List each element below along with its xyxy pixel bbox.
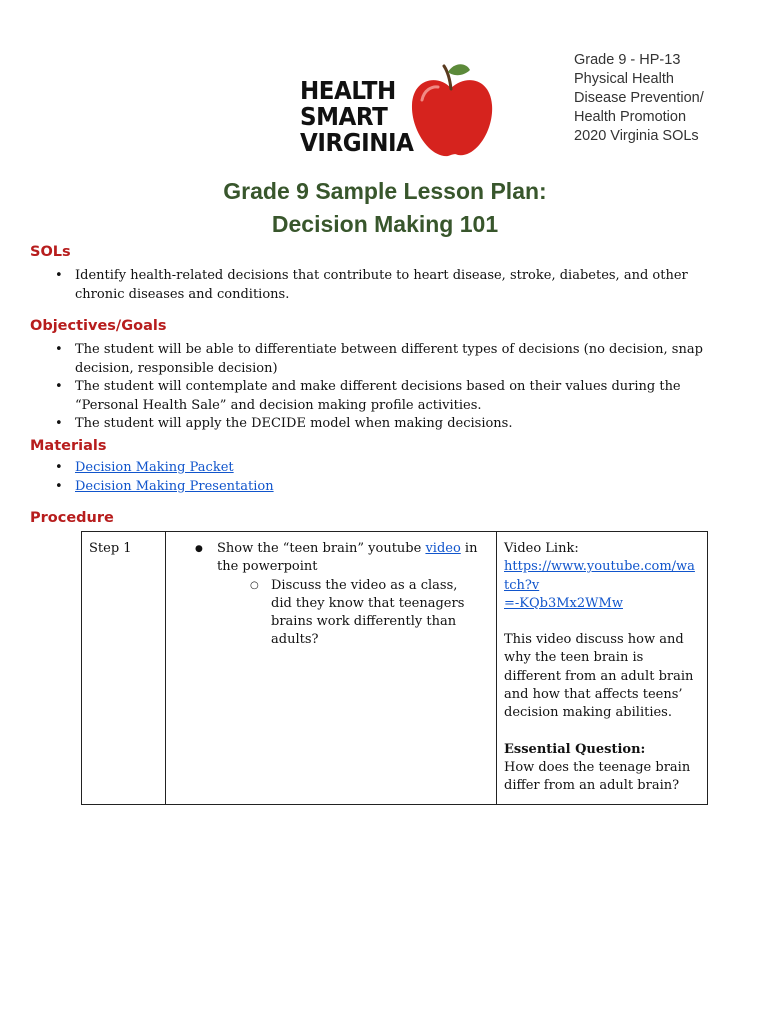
- video-link-label: Video Link:: [504, 541, 579, 556]
- sols-list: [30, 267, 740, 304]
- essential-question-label: Essential Question:: [504, 741, 646, 757]
- title-line-1: Grade 9 Sample Lesson Plan:: [223, 178, 547, 204]
- activity-cell: [166, 532, 497, 805]
- objectives-heading: Objectives/Goals: [30, 318, 167, 334]
- activity-text-end: in the powerpoint: [217, 541, 478, 575]
- list-item: • The student will be able to differentiate between different types of decisions (no decision, snap decision, responsible decision): [30, 341, 740, 378]
- activity-sub-item: ○ Discuss the video as a class, did they know that teenagers brains work differently than adults?: [217, 577, 489, 650]
- procedure-heading: Procedure: [30, 510, 114, 526]
- url-part: =-KQb3Mx2WMw: [504, 595, 623, 611]
- materials-list: [30, 459, 740, 496]
- grade-info-block: [574, 51, 704, 146]
- essential-question-text: How does the teenage brain differ from an adult brain?: [504, 759, 691, 794]
- logo-line-1: HEALTH: [300, 76, 396, 105]
- list-item: • Identify health-related decisions that contribute to heart disease, stroke, diabetes, and other chronic diseases and conditions.: [30, 267, 740, 304]
- page-title: [0, 175, 770, 241]
- logo-line-3: VIRGINIA: [300, 128, 414, 157]
- youtube-url-link[interactable]: [504, 559, 695, 611]
- url-part: tch?v: [504, 577, 540, 593]
- health-smart-virginia-logo: [300, 60, 500, 165]
- apple-icon: [408, 60, 494, 160]
- video-link[interactable]: video: [425, 541, 461, 556]
- grade-info-line: Grade 9 - HP-13: [574, 52, 681, 68]
- logo-wordmark: [300, 78, 413, 156]
- video-description: This video discuss how and why the teen brain is different from an adult brain and how that affects teens’ decision making abilities.: [504, 632, 694, 721]
- activity-text: Show the “teen brain” youtube: [217, 541, 426, 556]
- grade-info-line: Disease Prevention/: [574, 90, 704, 106]
- list-item: [30, 478, 740, 497]
- procedure-table: [81, 531, 708, 805]
- grade-info-line: Physical Health: [574, 71, 674, 87]
- objectives-list: [30, 341, 740, 434]
- grade-info-line: Health Promotion: [574, 109, 687, 125]
- materials-heading: Materials: [30, 438, 107, 454]
- table-row: [82, 532, 708, 805]
- decision-making-presentation-link[interactable]: Decision Making Presentation: [75, 478, 274, 494]
- decision-making-packet-link[interactable]: Decision Making Packet: [75, 460, 234, 475]
- list-item: • The student will apply the DECIDE model when making decisions.: [30, 415, 740, 434]
- grade-info-line: 2020 Virginia SOLs: [574, 128, 699, 144]
- list-item: • The student will contemplate and make different decisions based on their values during the “Personal Health Sale” and decision making profile activities.: [30, 378, 740, 415]
- title-line-2: Decision Making 101: [271, 211, 499, 237]
- logo-line-2: SMART: [300, 102, 388, 131]
- sols-heading: SOLs: [30, 244, 71, 260]
- activity-item: [173, 540, 489, 650]
- step-cell: Step 1: [82, 532, 166, 805]
- notes-cell: [497, 532, 708, 805]
- list-item: [30, 459, 740, 478]
- url-part: https://www.youtube.com/wa: [504, 559, 695, 575]
